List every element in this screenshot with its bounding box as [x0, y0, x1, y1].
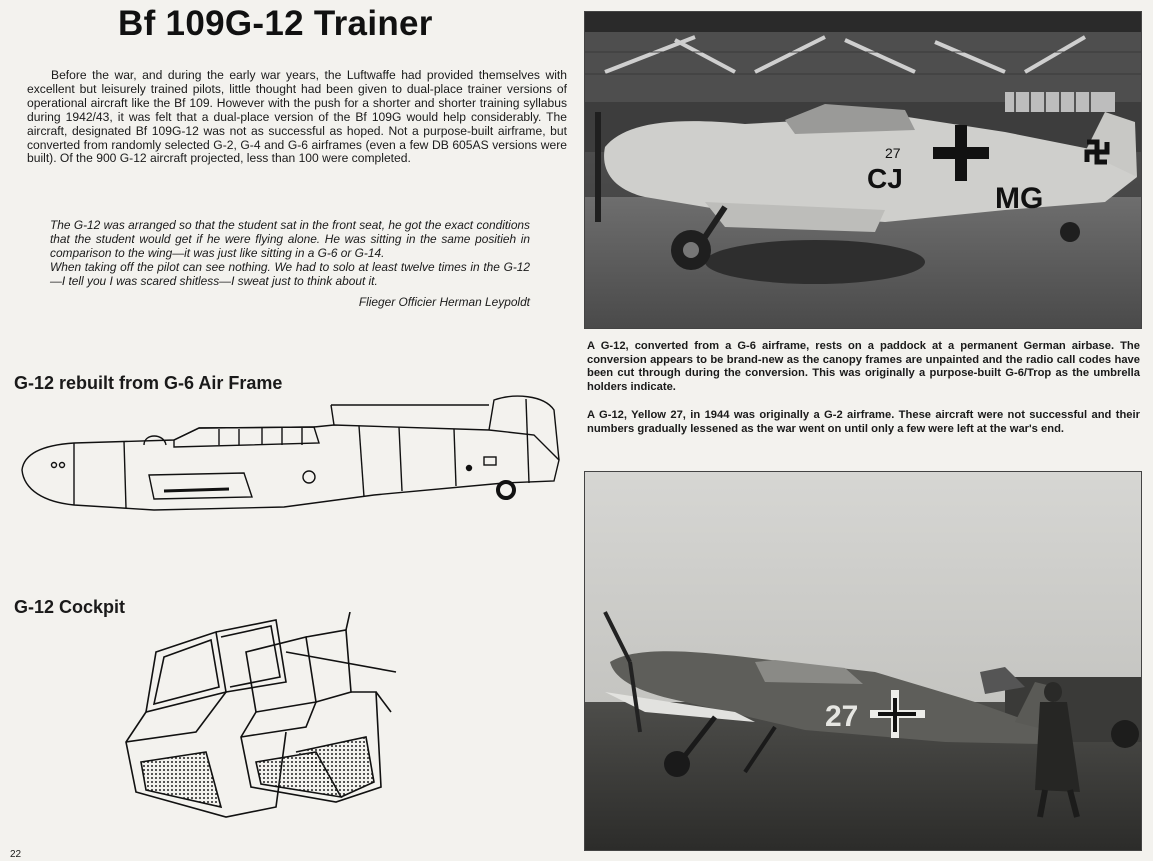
photo1-code-mg: MG: [995, 182, 1044, 215]
page-title: Bf 109G-12 Trainer: [118, 4, 433, 43]
photo-g12-at-airbase: [584, 11, 1142, 329]
quote-paragraph-2: When taking off the pilot can see nothing. We had to solo at least twelve times in the G-12—I tell you I was scared shitless—I sweat just to think about it.: [50, 260, 530, 289]
photo1-canopy-number: 27: [885, 145, 901, 161]
pilot-quote: [50, 218, 530, 310]
intro-paragraph: Before the war, and during the early war years, the Luftwaffe had provided themselves with excellent but leisurely trained pilots, little thought had been given to dual-place trainer versions of operational aircraft like the Bf 109. However with the push for a shorter and shorter training syllabus during 1942/43, it was felt that a dual-place version of the Bf 109G would help considerably. The aircraft, designated Bf 109G-12 was not as successful as hoped. Not a purpose-built airframe, but converted from randomly selected G-2, G-4 and G-6 airframes (even a few DB 605AS versions were built). Of the 900 G-12 aircraft projected, less than 100 were completed.: [27, 68, 567, 166]
photo2-image: [585, 472, 1141, 850]
heading-rebuilt-airframe: G-12 rebuilt from G-6 Air Frame: [14, 373, 283, 393]
photo1-code-cj: CJ: [867, 163, 903, 194]
caption-photo-1: A G-12, converted from a G-6 airframe, rests on a paddock at a permanent German airbase. The conversion appears to be brand-new as the canopy frames are unpainted and the radio call codes have been cut through during the conversion. This was originally a purpose-built G-6/Trop as the umbrella holders indicate.: [587, 340, 1140, 393]
photo-yellow-27-on-field: [584, 471, 1142, 851]
photo1-image: [585, 12, 1141, 328]
g12-cockpit-drawing: [106, 612, 406, 822]
caption-photo-2: A G-12, Yellow 27, in 1944 was originally a G-2 airframe. These aircraft were not successful and their numbers gradually lessened as the war went on until only a few were left at the war's end.: [587, 409, 1140, 435]
g12-side-view-drawing: [14, 395, 574, 525]
photo2-number-27: 27: [825, 700, 859, 733]
heading-cockpit: G-12 Cockpit: [14, 597, 126, 617]
quote-attribution: Flieger Officier Herman Leypoldt: [358, 295, 530, 310]
page-number: 22: [10, 849, 22, 860]
quote-paragraph-1: The G-12 was arranged so that the student sat in the front seat, he got the exact conditions that the student would get if he were flying alone. He was sitting in the same positieh in comparison to the wing—it was just like sitting in a G-6 or G-14.: [50, 218, 530, 261]
